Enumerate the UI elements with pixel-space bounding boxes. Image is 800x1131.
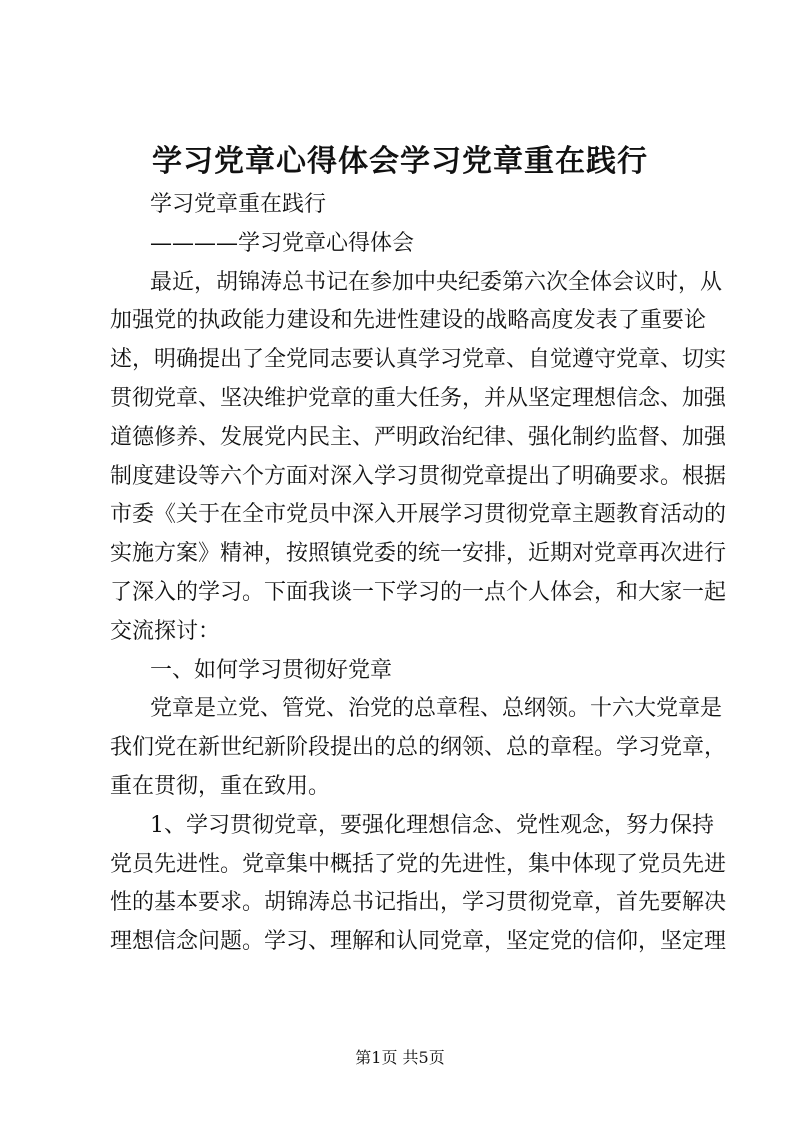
paragraph-line: 重在贯彻，重在致用。 [110, 773, 331, 799]
document-body [110, 186, 727, 962]
paragraph-line: 贯彻党章、坚决维护党章的重大任务，并从坚定理想信念、加强 [110, 385, 727, 411]
paragraph-line: 述，明确提出了全党同志要认真学习党章、自觉遵守党章、切实 [110, 347, 727, 373]
paragraph-line: 道德修养、发展党内民主、严明政治纪律、强化制约监督、加强 [110, 424, 727, 450]
section-heading: 一、如何学习贯彻好党章 [150, 657, 393, 683]
paragraph-line: 加强党的执政能力建设和先进性建设的战略高度发表了重要论 [110, 308, 706, 334]
paragraph-line: 性的基本要求。胡锦涛总书记指出，学习贯彻党章，首先要解决 [110, 890, 727, 916]
subtitle-line: 学习党章重在践行 [150, 192, 327, 217]
paragraph-line: 市委《关于在全市党员中深入开展学习贯彻党章主题教育活动的 [110, 502, 727, 528]
paragraph-line: 1、学习贯彻党章，要强化理想信念、党性观念，努力保持 [150, 812, 714, 838]
paragraph-line: 我们党在新世纪新阶段提出的总的纲领、总的章程。学习党章， [110, 735, 727, 761]
paragraph-line: 理想信念问题。学习、理解和认同党章，坚定党的信仰，坚定理 [110, 929, 727, 955]
document-title: 学习党章心得体会学习党章重在践行 [152, 144, 648, 179]
paragraph-line: 交流探讨： [110, 618, 221, 644]
subtitle-secondary-line: ————学习党章心得体会 [150, 230, 415, 256]
paragraph-line: 制度建设等六个方面对深入学习贯彻党章提出了明确要求。根据 [110, 463, 727, 489]
paragraph-line: 党章是立党、管党、治党的总章程、总纲领。十六大党章是 [150, 696, 723, 722]
paragraph-line: 实施方案》精神，按照镇党委的统一安排，近期对党章再次进行 [110, 541, 727, 567]
paragraph-line: 了深入的学习。下面我谈一下学习的一点个人体会，和大家一起 [110, 579, 727, 605]
paragraph-line: 最近，胡锦涛总书记在参加中央纪委第六次全体会议时，从 [150, 269, 723, 295]
page-footer: 第1页 共5页 [355, 1048, 445, 1067]
paragraph-line: 党员先进性。党章集中概括了党的先进性，集中体现了党员先进 [110, 851, 727, 877]
